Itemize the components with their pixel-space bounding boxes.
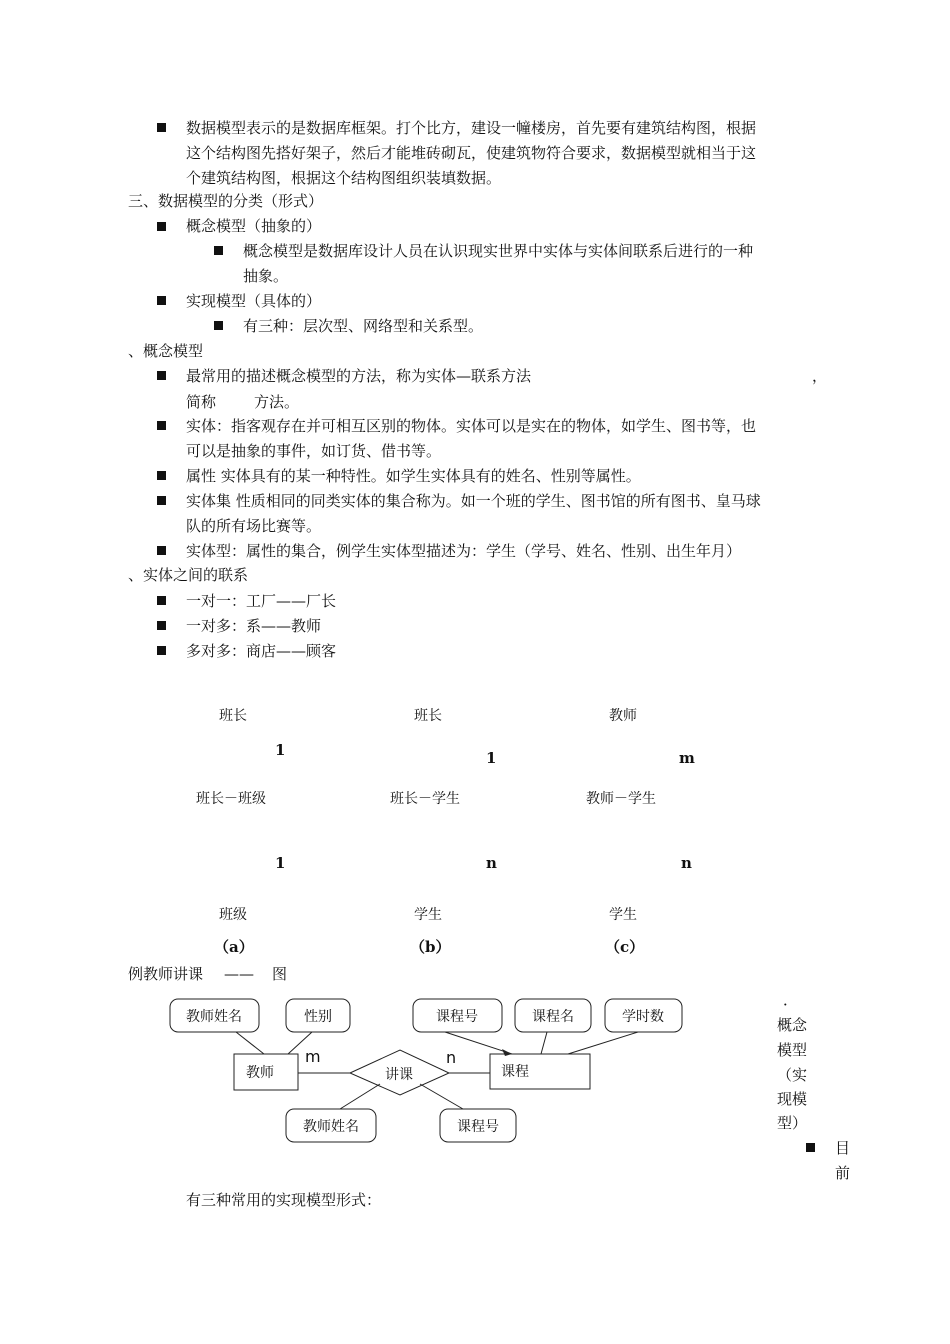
list-item: 最常用的描述概念模型的方法，称为实体—联系方法	[186, 367, 532, 385]
diagram-b-top: 班长	[414, 708, 442, 724]
section-heading: 、实体之间的联系	[128, 566, 249, 584]
diagram-a-caption: （a）	[214, 938, 254, 956]
list-item: 方法。	[254, 393, 300, 411]
diagram-b-card-bottom: n	[486, 854, 497, 872]
example-caption-dash: ——	[224, 965, 254, 983]
diagram-c-card-top: m	[679, 749, 695, 767]
er-line	[445, 1032, 512, 1054]
list-item: 抽象。	[243, 267, 289, 285]
er-attribute	[170, 999, 259, 1032]
er-line	[420, 1084, 463, 1109]
bullet-marker	[157, 496, 166, 505]
list-item: 可以是抽象的事件，如订货、借书等。	[186, 442, 442, 460]
er-entity	[490, 1054, 590, 1089]
bullet-marker	[214, 321, 223, 330]
er-attribute	[605, 999, 682, 1032]
er-line	[340, 1084, 380, 1109]
er-cardinality: m	[305, 1047, 321, 1066]
diagram-c-bottom: 学生	[609, 907, 637, 923]
er-attribute	[440, 1109, 516, 1142]
list-item: 实体：指客观存在并可相互区别的物体。实体可以是实在的物体，如学生、图书等，也	[186, 417, 757, 435]
side-text: 前	[835, 1164, 851, 1182]
paragraph-line: 个建筑结构图，根据这个结构图组织装填数据。	[186, 169, 502, 187]
bullet-marker	[157, 621, 166, 630]
er-relationship-label: 讲课	[385, 1067, 413, 1083]
er-attr-label: 教师姓名	[186, 1009, 242, 1025]
bullet-marker	[157, 421, 166, 430]
diagram-c-caption: （c）	[605, 938, 645, 956]
bullet-marker	[157, 646, 166, 655]
diagram-c-middle: 教师－学生	[586, 791, 656, 807]
er-attr-label: 学时数	[622, 1009, 664, 1025]
bullet-marker	[157, 596, 166, 605]
paragraph-line: 这个结构图先搭好架子，然后才能堆砖砌瓦，使建筑物符合要求，数据模型就相当于这	[186, 144, 757, 162]
list-item: 多对多：商店——顾客	[186, 642, 337, 660]
list-item: 实体集 性质相同的同类实体的集合称为。如一个班的学生、图书馆的所有图书、皇马球	[186, 492, 761, 510]
diagram-b-bottom: 学生	[414, 907, 442, 923]
paragraph-line: 数据模型表示的是数据库框架。打个比方，建设一幢楼房，首先要有建筑结构图，根据	[186, 119, 757, 137]
side-text: （实	[777, 1066, 808, 1084]
list-item: 队的所有场比赛等。	[186, 517, 322, 535]
er-arrowhead	[502, 1049, 512, 1056]
side-text: 现模	[777, 1090, 808, 1108]
er-line	[236, 1032, 264, 1054]
diagram-b-card-top: 1	[486, 749, 497, 767]
list-item: 概念模型是数据库设计人员在认识现实世界中实体与实体间联系后进行的一种	[243, 242, 754, 260]
diagram-a-card-top: 1	[275, 741, 286, 759]
bullet-marker	[157, 222, 166, 231]
diagram-a-bottom: 班级	[219, 907, 247, 923]
er-attr-label: 教师姓名	[303, 1119, 359, 1135]
er-attribute	[286, 999, 350, 1032]
er-attr-label: 课程名	[532, 1009, 574, 1025]
side-text: 型）	[777, 1114, 808, 1132]
example-caption-figure: 图	[272, 965, 288, 983]
example-caption: 例教师讲课	[128, 965, 204, 983]
er-line	[541, 1032, 547, 1054]
diagram-a-card-bottom: 1	[275, 854, 286, 872]
bullet-marker	[157, 371, 166, 380]
er-entity-label: 教师	[246, 1065, 274, 1081]
side-text: 概念	[777, 1016, 808, 1034]
list-item: 简称	[186, 393, 217, 411]
diagram-a-top: 班长	[219, 708, 247, 724]
bullet-marker	[157, 546, 166, 555]
list-item: 有三种：层次型、网络型和关系型。	[243, 317, 484, 335]
er-entity-label: 课程	[501, 1064, 529, 1080]
diagram-c-card-bottom: n	[681, 854, 692, 872]
bullet-marker	[157, 123, 166, 132]
er-attribute	[413, 999, 502, 1032]
diagram-b-middle: 班长－学生	[390, 791, 460, 807]
bullet-marker	[806, 1143, 815, 1152]
er-attr-label: 性别	[304, 1009, 332, 1025]
side-text: 模型	[777, 1041, 808, 1059]
list-item: 属性 实体具有的某一种特性。如学生实体具有的姓名、性别等属性。	[186, 467, 641, 485]
er-attribute	[515, 999, 591, 1032]
list-item: 一对一：工厂——厂长	[186, 592, 337, 610]
section-heading: 三、数据模型的分类（形式）	[128, 192, 324, 210]
punctuation: ，	[812, 367, 828, 385]
list-item: 实现模型（具体的）	[186, 292, 322, 310]
er-relationship	[350, 1050, 449, 1095]
list-item: 实体型：属性的集合，例学生实体型描述为：学生（学号、姓名、性别、出生年月）	[186, 542, 742, 560]
er-line	[288, 1032, 312, 1054]
diagram-c-top: 教师	[609, 708, 637, 724]
bullet-marker	[157, 471, 166, 480]
er-attribute	[286, 1109, 376, 1142]
er-attr-label: 课程号	[436, 1009, 478, 1025]
er-attr-label: 课程号	[457, 1119, 499, 1135]
bullet-marker	[214, 246, 223, 255]
er-line	[568, 1032, 638, 1054]
er-entity	[234, 1054, 298, 1090]
diagram-b-caption: （b）	[410, 938, 451, 956]
bullet-marker	[157, 296, 166, 305]
paragraph-line: 有三种常用的实现模型形式：	[186, 1191, 382, 1209]
diagram-a-middle: 班长－班级	[196, 791, 266, 807]
section-heading: 、概念模型	[128, 342, 204, 360]
side-text: ．	[783, 991, 799, 1009]
list-item: 一对多：系——教师	[186, 617, 322, 635]
list-item: 概念模型（抽象的）	[186, 217, 322, 235]
side-text: 目	[835, 1139, 851, 1157]
er-cardinality: n	[446, 1048, 457, 1067]
